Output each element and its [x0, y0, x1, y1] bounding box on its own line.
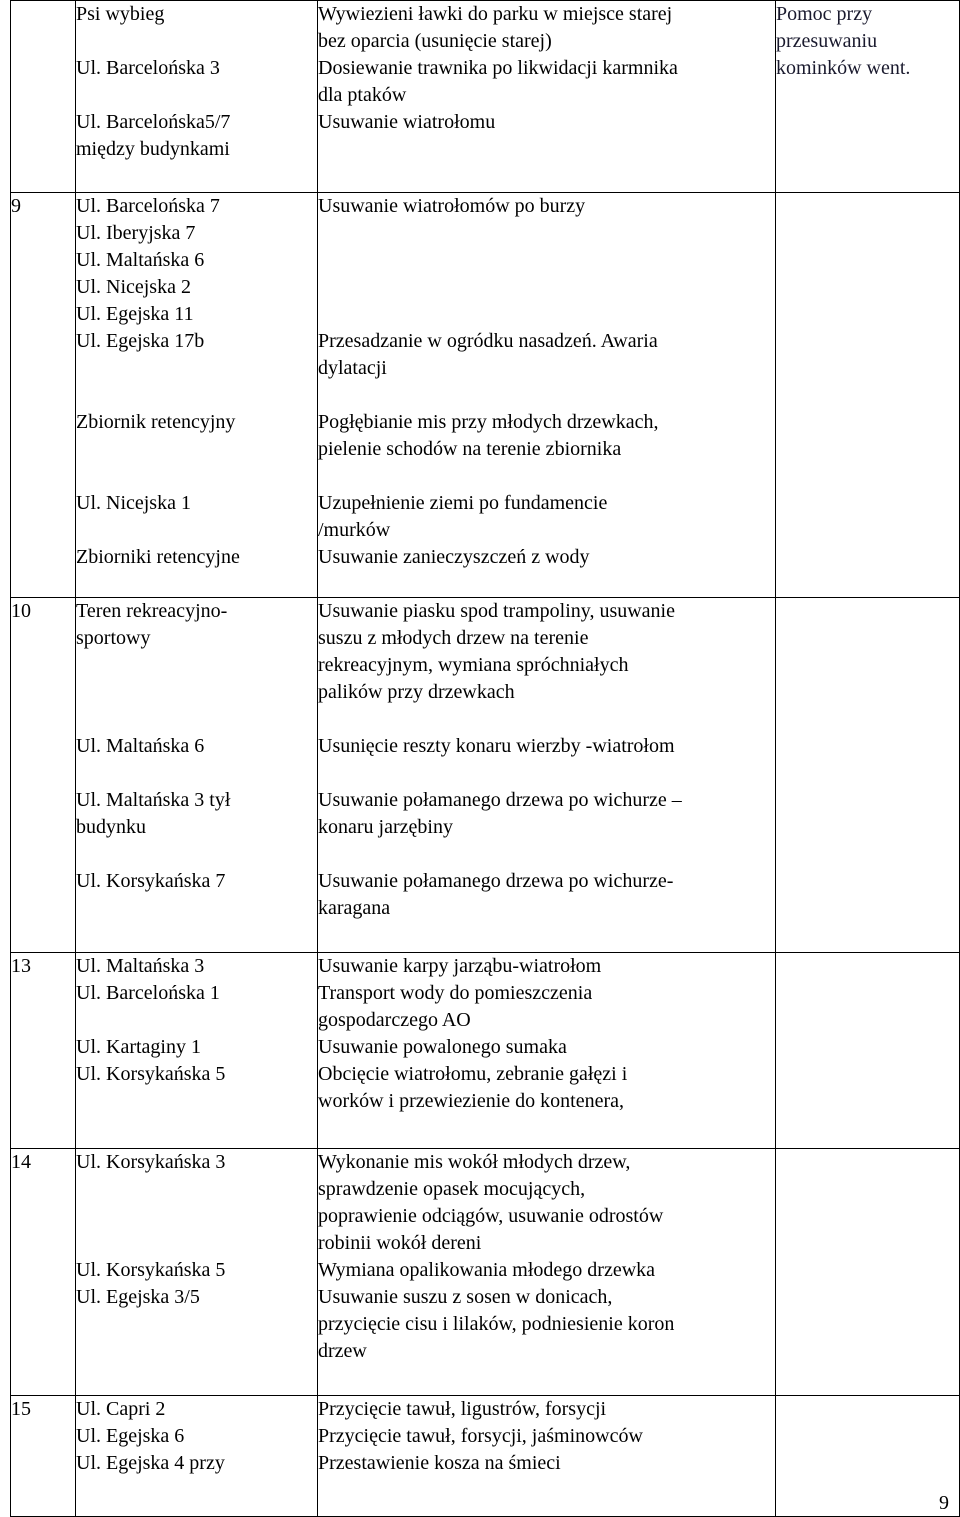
work-line: dylatacji	[318, 357, 387, 379]
loc-line: Ul. Korsykańska 7	[76, 870, 226, 892]
work-line: Obcięcie wiatrołomu, zebranie gałęzi i	[318, 1063, 628, 1085]
work-line: Pogłębianie mis przy młodych drzewkach,	[318, 411, 659, 433]
loc-line: sportowy	[76, 627, 151, 649]
row-number: 14	[11, 1151, 31, 1173]
note-line: przesuwaniu	[776, 30, 878, 52]
work-line: przycięcie cisu i lilaków, podniesienie koron	[318, 1313, 675, 1335]
work-line: Usuwanie suszu z sosen w donicach,	[318, 1286, 613, 1308]
work-line	[318, 382, 775, 409]
table-row	[11, 1, 960, 193]
work-line: Wymiana opalikowania młodego drzewka	[318, 1259, 656, 1281]
loc-line	[76, 355, 317, 382]
cell-note	[776, 193, 960, 598]
work-line: Przesadzanie w ogródku nasadzeń. Awaria	[318, 330, 658, 352]
work-line: Przycięcie tawuł, ligustrów, forsycji	[318, 1398, 607, 1420]
work-line: Przycięcie tawuł, forsycji, jaśminowców	[318, 1425, 643, 1447]
work-line: Transport wody do pomieszczenia	[318, 982, 593, 1004]
loc-line: Ul. Nicejska 2	[76, 276, 191, 298]
work-line: Usunięcie reszty konaru wierzby -wiatrołom	[318, 735, 675, 757]
loc-line	[76, 1230, 317, 1257]
row-number: 10	[11, 600, 31, 622]
loc-line: Teren rekreacyjno-	[76, 600, 228, 622]
loc-line: Ul. Korsykańska 5	[76, 1259, 226, 1281]
work-line: Usuwanie wiatrołomów po burzy	[318, 195, 586, 217]
cell-note	[776, 1149, 960, 1396]
work-line: Dosiewanie trawnika po likwidacji karmnika	[318, 57, 678, 79]
work-line	[318, 220, 775, 247]
cell-no	[11, 1149, 76, 1396]
loc-line: Ul. Barcelońska5/7	[76, 111, 231, 133]
work-line: Usuwanie połamanego drzewa po wichurze –	[318, 789, 682, 811]
cell-no	[11, 953, 76, 1149]
work-line: Usuwanie karpy jarząbu-wiatrołom	[318, 955, 602, 977]
work-line: Usuwanie wiatrołomu	[318, 111, 496, 133]
loc-line	[76, 436, 317, 463]
loc-line: Ul. Maltańska 3 tył	[76, 789, 231, 811]
work-line: Usuwanie powalonego sumaka	[318, 1036, 567, 1058]
work-line: poprawienie odciągów, usuwanie odrostów	[318, 1205, 664, 1227]
row-number: 13	[11, 955, 31, 977]
work-line: Usuwanie piasku spod trampoliny, usuwanie	[318, 600, 675, 622]
work-line: palików przy drzewkach	[318, 681, 515, 703]
work-line: drzew	[318, 1340, 367, 1362]
loc-line	[76, 706, 317, 733]
work-line	[318, 247, 775, 274]
row-number: 9	[11, 195, 21, 217]
table-row	[11, 598, 960, 953]
cell-loc	[76, 1396, 318, 1517]
loc-line	[76, 517, 317, 544]
work-line	[318, 760, 775, 787]
work-line	[318, 274, 775, 301]
loc-line	[76, 679, 317, 706]
loc-line: Ul. Maltańska 6	[76, 249, 205, 271]
cell-note	[776, 1, 960, 193]
work-line	[318, 706, 775, 733]
cell-loc	[76, 598, 318, 953]
cell-no	[11, 1, 76, 193]
work-line: dla ptaków	[318, 84, 407, 106]
loc-line	[76, 1007, 317, 1034]
loc-line: Zbiorniki retencyjne	[76, 546, 240, 568]
cell-work	[318, 193, 776, 598]
loc-line	[76, 841, 317, 868]
cell-note	[776, 598, 960, 953]
note-line: kominków went.	[776, 57, 911, 79]
loc-line: Ul. Nicejska 1	[76, 492, 191, 514]
page-number: 9	[939, 1492, 949, 1514]
work-line: Wywiezieni ławki do parku w miejsce starej	[318, 3, 673, 25]
loc-line: Ul. Maltańska 6	[76, 735, 205, 757]
work-line	[318, 841, 775, 868]
loc-line: Ul. Egejska 4 przy	[76, 1452, 225, 1474]
cell-work	[318, 1396, 776, 1517]
loc-line: Ul. Barcelońska 1	[76, 982, 220, 1004]
work-line: Uzupełnienie ziemi po fundamencie	[318, 492, 608, 514]
note-line: Pomoc przy	[776, 3, 873, 25]
work-line: bez oparcia (usunięcie starej)	[318, 30, 552, 52]
work-line: worków i przewiezienie do kontenera,	[318, 1090, 624, 1112]
cell-loc	[76, 1, 318, 193]
cell-no	[11, 1396, 76, 1517]
loc-line	[76, 1176, 317, 1203]
loc-line: Ul. Maltańska 3	[76, 955, 205, 977]
table-body	[11, 1, 960, 1517]
table-row	[11, 193, 960, 598]
work-line	[318, 301, 775, 328]
cell-work	[318, 953, 776, 1149]
cell-note	[776, 953, 960, 1149]
cell-work	[318, 1, 776, 193]
work-line: Wykonanie mis wokół młodych drzew,	[318, 1151, 631, 1173]
work-line: pielenie schodów na terenie zbiornika	[318, 438, 622, 460]
loc-line	[76, 652, 317, 679]
cell-loc	[76, 953, 318, 1149]
cell-no	[11, 598, 76, 953]
loc-line: między budynkami	[76, 138, 230, 160]
cell-no	[11, 193, 76, 598]
table-row	[11, 953, 960, 1149]
table-row	[11, 1149, 960, 1396]
cell-note	[776, 1396, 960, 1517]
loc-line: Ul. Egejska 6	[76, 1425, 185, 1447]
loc-line: Ul. Barcelońska 7	[76, 195, 220, 217]
work-line: karagana	[318, 897, 391, 919]
loc-line: Psi wybieg	[76, 3, 165, 25]
table-row	[11, 1396, 960, 1517]
loc-line	[76, 82, 317, 109]
work-report-table	[10, 0, 960, 1517]
loc-line: Ul. Egejska 11	[76, 303, 194, 325]
cell-work	[318, 1149, 776, 1396]
loc-line	[76, 382, 317, 409]
work-line: Usuwanie połamanego drzewa po wichurze-	[318, 870, 674, 892]
loc-line: Ul. Egejska 17b	[76, 330, 205, 352]
loc-line	[76, 463, 317, 490]
loc-line: Ul. Capri 2	[76, 1398, 166, 1420]
work-line: rekreacyjnym, wymiana spróchniałych	[318, 654, 629, 676]
work-line	[318, 463, 775, 490]
loc-line	[76, 1203, 317, 1230]
loc-line: Zbiornik retencyjny	[76, 411, 236, 433]
loc-line: budynku	[76, 816, 146, 838]
row-number: 15	[11, 1398, 31, 1420]
work-line: suszu z młodych drzew na terenie	[318, 627, 589, 649]
cell-loc	[76, 1149, 318, 1396]
loc-line: Ul. Korsykańska 5	[76, 1063, 226, 1085]
work-line: robinii wokół dereni	[318, 1232, 482, 1254]
loc-line: Ul. Korsykańska 3	[76, 1151, 226, 1173]
work-line: Usuwanie zanieczyszczeń z wody	[318, 546, 590, 568]
loc-line: Ul. Kartaginy 1	[76, 1036, 201, 1058]
loc-line	[76, 28, 317, 55]
loc-line	[76, 760, 317, 787]
work-line: konaru jarzębiny	[318, 816, 453, 838]
loc-line: Ul. Egejska 3/5	[76, 1286, 200, 1308]
loc-line: Ul. Barcelońska 3	[76, 57, 220, 79]
work-line: sprawdzenie opasek mocujących,	[318, 1178, 586, 1200]
work-line: /murków	[318, 519, 391, 541]
work-line: Przestawienie kosza na śmieci	[318, 1452, 561, 1474]
work-line: gospodarczego AO	[318, 1009, 471, 1031]
cell-loc	[76, 193, 318, 598]
loc-line: Ul. Iberyjska 7	[76, 222, 196, 244]
cell-work	[318, 598, 776, 953]
